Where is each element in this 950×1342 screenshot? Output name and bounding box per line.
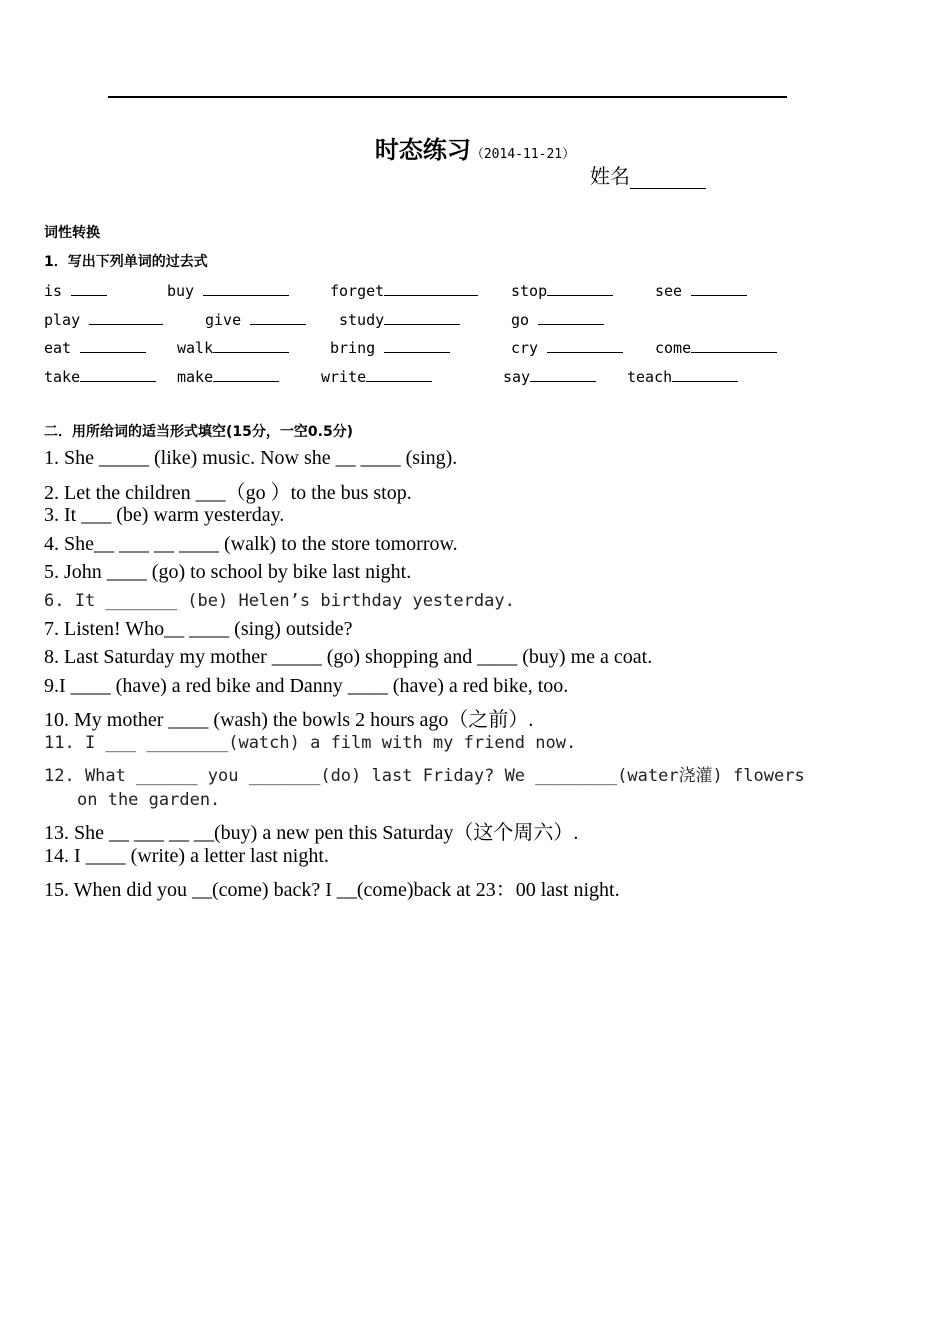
vocab-item: go [511, 308, 604, 329]
vocab-item: eat [44, 336, 146, 357]
answer-blank[interactable] [250, 308, 306, 325]
answer-blank[interactable] [384, 336, 450, 353]
vocab-item: play [44, 308, 163, 329]
vocab-item: take [44, 365, 156, 386]
answer-blank[interactable] [213, 365, 279, 382]
answer-blank[interactable] [366, 365, 432, 382]
title-text: 时态练习 [374, 135, 471, 164]
question-item: 5. John ____ (go) to school by bike last night. [44, 561, 412, 583]
vocab-item: study [339, 308, 460, 329]
vocab-item: stop [511, 279, 613, 300]
answer-blank[interactable] [213, 336, 289, 353]
question-item: 13. She __ ___ __ __(buy) a new pen this Saturday（这个周六）. [44, 822, 579, 844]
question-item: 7. Listen! Who__ ____ (sing) outside? [44, 618, 353, 640]
question-item: 9.I ____ (have) a red bike and Danny ____ (have) a red bike, too. [44, 675, 569, 697]
vocab-item: buy [167, 279, 289, 300]
answer-blank[interactable] [71, 279, 107, 296]
answer-blank[interactable] [547, 279, 613, 296]
name-field [590, 160, 706, 189]
answer-blank[interactable] [203, 279, 289, 296]
question-item: 1. She _____ (like) music. Now she __ ____ (sing). [44, 447, 458, 469]
vocab-item: teach [627, 365, 738, 386]
question-item: 10. My mother ____ (wash) the bowls 2 hours ago（之前）. [44, 709, 534, 731]
question-item: 3. It ___ (be) warm yesterday. [44, 504, 285, 526]
answer-blank[interactable] [691, 336, 777, 353]
vocab-item: bring [330, 336, 450, 357]
vocab-item: is [44, 279, 107, 300]
question-item: 15. When did you __(come) back? I __(come)back at 23：00 last night. [44, 879, 620, 901]
vocab-item: come [655, 336, 777, 357]
name-label: 姓名 [590, 164, 630, 188]
page-title [0, 130, 950, 165]
vocab-item: cry [511, 336, 623, 357]
section1-instruction: 1．写出下列单词的过去式 [44, 254, 208, 270]
question-item: 8. Last Saturday my mother _____ (go) shopping and ____ (buy) me a coat. [44, 646, 653, 668]
section2-heading: 二．用所给词的适当形式填空(15分，一空0.5分) [44, 424, 354, 440]
answer-blank[interactable] [89, 308, 163, 325]
answer-blank[interactable] [691, 279, 747, 296]
answer-blank[interactable] [672, 365, 738, 382]
section1-heading: 词性转换 [44, 225, 100, 241]
title-date: （2014-11-21） [470, 147, 576, 162]
answer-blank[interactable] [530, 365, 596, 382]
question-item: 4. She__ ___ __ ____ (walk) to the store tomorrow. [44, 533, 458, 555]
answer-blank[interactable] [80, 336, 146, 353]
question-item: 12. What ______ you _______(do) last Friday? We ________(water浇灌) flowers [44, 766, 805, 786]
header-rule [108, 96, 787, 98]
vocab-item: see [655, 279, 747, 300]
vocab-item: write [321, 365, 432, 386]
vocab-item: forget [330, 279, 478, 300]
question-item: 11. I ___ ________(watch) a film with my friend now. [44, 733, 577, 753]
question-item-continued: on the garden. [77, 790, 221, 810]
answer-blank[interactable] [80, 365, 156, 382]
answer-blank[interactable] [384, 308, 460, 325]
question-item: 14. I ____ (write) a letter last night. [44, 845, 329, 867]
answer-blank[interactable] [384, 279, 478, 296]
question-item: 2. Let the children ___（go ）to the bus stop. [44, 482, 412, 504]
vocab-item: say [503, 365, 596, 386]
answer-blank[interactable] [538, 308, 604, 325]
name-blank[interactable] [630, 166, 706, 189]
vocab-item: walk [177, 336, 289, 357]
answer-blank[interactable] [547, 336, 623, 353]
vocab-item: give [205, 308, 306, 329]
question-item: 6. It _______ (be) Helen’s birthday yesterday. [44, 591, 515, 611]
vocab-item: make [177, 365, 279, 386]
